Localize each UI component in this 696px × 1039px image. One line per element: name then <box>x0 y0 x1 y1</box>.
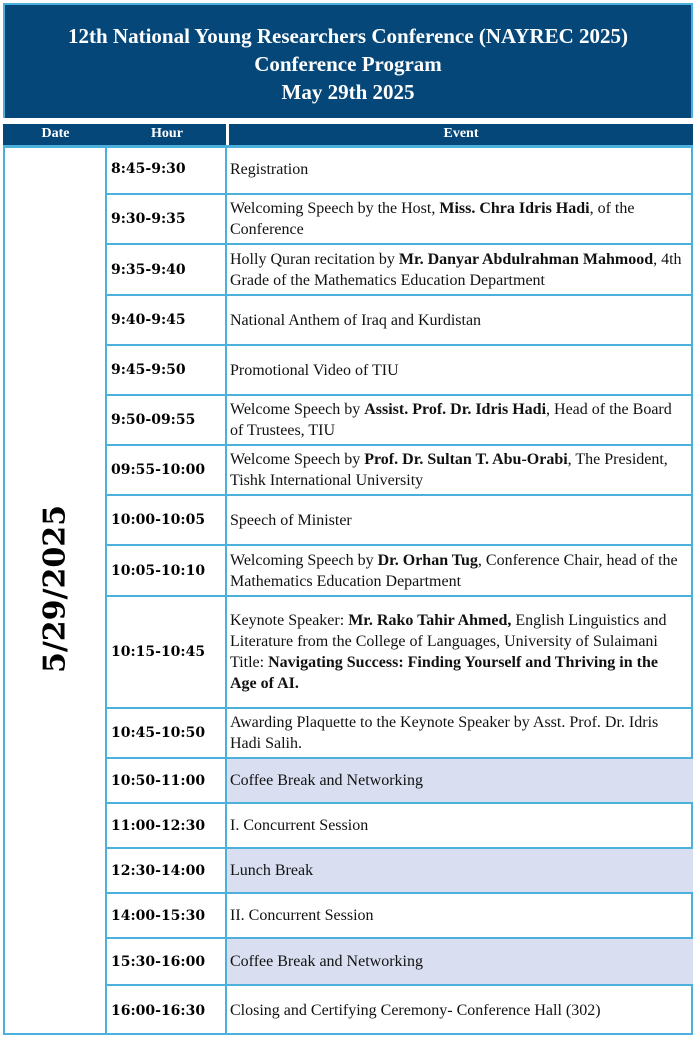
event-cell <box>227 296 693 344</box>
date-cell <box>5 145 107 1033</box>
event-text <box>230 712 687 754</box>
event-cell <box>227 894 693 937</box>
table-row <box>107 709 693 759</box>
table-row <box>107 849 693 894</box>
hour-cell: 10:15-10:45 <box>107 597 227 707</box>
table-row <box>107 245 693 296</box>
event-highlight: Miss. Chra Idris Hadi <box>439 200 590 217</box>
event-text <box>230 550 687 592</box>
event-text-part: Coffee Break and Networking <box>230 772 423 789</box>
event-text-part: Welcome Speech by <box>230 401 365 418</box>
table-row <box>107 446 693 496</box>
event-text <box>230 610 687 694</box>
event-cell <box>227 546 693 595</box>
hour-cell: 09:55-10:00 <box>107 446 227 494</box>
hour-cell: 9:40-9:45 <box>107 296 227 344</box>
event-highlight: Dr. Orhan Tug <box>377 551 478 569</box>
event-text-part: II. Concurrent Session <box>230 907 374 924</box>
event-cell <box>227 346 693 394</box>
hour-cell: 15:30-16:00 <box>107 939 227 984</box>
hour-cell: 10:50-11:00 <box>107 759 227 802</box>
event-text-part: , 4th Grade of the Mathematics Education Department <box>230 250 682 289</box>
event-text-part: National Anthem of Iraq and Kurdistan <box>230 311 482 329</box>
event-highlight: Navigating Success: Finding Yourself and Thriving in the Age of AI. <box>230 654 658 692</box>
conference-title: 12th National Young Researchers Conference (NAYREC 2025) <box>68 24 628 48</box>
event-text-part: English Linguistics and Literature from the College of Languages, University of Sulaimani <box>230 612 667 650</box>
event-text-part: Welcome Speech by <box>230 451 365 468</box>
event-text <box>230 1000 601 1021</box>
event-highlight: Mr. Danyar Abdulrahman Mahmood <box>398 250 654 268</box>
event-text-part: Promotional Video of TIU <box>230 361 399 379</box>
date-label: 5/29/2025 <box>37 504 73 674</box>
hour-cell: 9:30-9:35 <box>107 195 227 243</box>
event-cell <box>227 396 693 444</box>
table-row <box>107 804 693 849</box>
event-text-part: I. Concurrent Session <box>230 817 369 834</box>
event-text-part: Title: <box>230 654 269 671</box>
table-row <box>107 546 693 597</box>
event-text-part: , of the Conference <box>230 200 635 238</box>
event-cell <box>227 597 693 707</box>
hour-cell: 9:35-9:40 <box>107 245 227 294</box>
event-text-part: Registration <box>230 160 309 178</box>
event-text <box>230 510 352 531</box>
event-text-part: Speech of Minister <box>230 511 352 529</box>
table-row <box>107 346 693 396</box>
column-header-hour: Hour <box>151 126 183 141</box>
event-cell <box>227 245 693 294</box>
event-cell <box>227 446 693 494</box>
event-text-part: Welcoming Speech by the Host, <box>230 200 440 217</box>
event-cell <box>227 145 693 193</box>
table-row <box>107 597 693 709</box>
event-text <box>230 860 313 881</box>
hour-cell: 11:00-12:30 <box>107 804 227 847</box>
program-document <box>3 3 693 1035</box>
hour-cell: 9:45-9:50 <box>107 346 227 394</box>
event-text <box>230 399 687 441</box>
event-highlight: Assist. Prof. Dr. Idris Hadi <box>364 401 547 418</box>
event-cell <box>227 496 693 544</box>
event-text-part: Awarding Plaquette to the Keynote Speaker by Asst. Prof. Dr. Idris Hadi Salih. <box>230 714 659 752</box>
event-text <box>230 249 687 291</box>
table-row <box>107 939 693 986</box>
hour-cell: 14:00-15:30 <box>107 894 227 937</box>
event-text-part: Welcoming Speech by <box>230 551 378 569</box>
table-row <box>107 296 693 346</box>
event-text-part: Keynote Speaker: <box>230 612 349 629</box>
event-text <box>230 159 308 180</box>
table-row <box>107 759 693 804</box>
hour-cell: 10:45-10:50 <box>107 709 227 757</box>
event-highlight: Mr. Rako Tahir Ahmed, <box>348 612 512 629</box>
table-row <box>107 496 693 546</box>
table-row <box>107 986 693 1035</box>
event-text-part: Holly Quran recitation by <box>230 250 399 268</box>
table-row <box>107 894 693 939</box>
column-header-event: Event <box>226 124 693 145</box>
title-banner <box>3 3 693 118</box>
event-cell <box>227 195 693 243</box>
event-text <box>230 770 423 791</box>
event-text <box>230 198 687 240</box>
table-row <box>107 145 693 195</box>
event-cell <box>227 759 693 802</box>
event-text <box>230 815 368 836</box>
event-text-part: , Conference Chair, head of the Mathematics Education Department <box>230 551 678 590</box>
schedule-table <box>3 145 693 1035</box>
hour-cell: 10:00-10:05 <box>107 496 227 544</box>
event-text <box>230 905 374 926</box>
event-text-part: Lunch Break <box>230 862 314 879</box>
event-text-part: Closing and Certifying Ceremony- Conference Hall (302) <box>230 1002 601 1019</box>
event-text-part: , Head of the Board of Trustees, TIU <box>230 401 672 439</box>
event-cell <box>227 804 693 847</box>
event-cell <box>227 986 693 1035</box>
event-text <box>230 449 687 491</box>
event-cell <box>227 849 693 892</box>
event-cell <box>227 709 693 757</box>
conference-date-heading: May 29th 2025 <box>281 80 415 104</box>
hour-cell: 16:00-16:30 <box>107 986 227 1035</box>
hour-cell: 8:45-9:30 <box>107 145 227 193</box>
event-cell <box>227 939 693 984</box>
hour-cell: 10:05-10:10 <box>107 546 227 595</box>
table-row <box>107 195 693 245</box>
event-text-part: , The President, Tishk International University <box>230 451 668 489</box>
event-text <box>230 310 481 331</box>
hour-cell: 9:50-09:55 <box>107 396 227 444</box>
event-text-part: Coffee Break and Networking <box>230 953 423 970</box>
event-text <box>230 360 399 381</box>
event-highlight: Prof. Dr. Sultan T. Abu-Orabi <box>364 451 568 468</box>
hour-cell: 12:30-14:00 <box>107 849 227 892</box>
table-row <box>107 396 693 446</box>
program-subtitle: Conference Program <box>254 52 442 76</box>
event-text <box>230 951 423 972</box>
column-header-date: Date <box>41 126 70 141</box>
